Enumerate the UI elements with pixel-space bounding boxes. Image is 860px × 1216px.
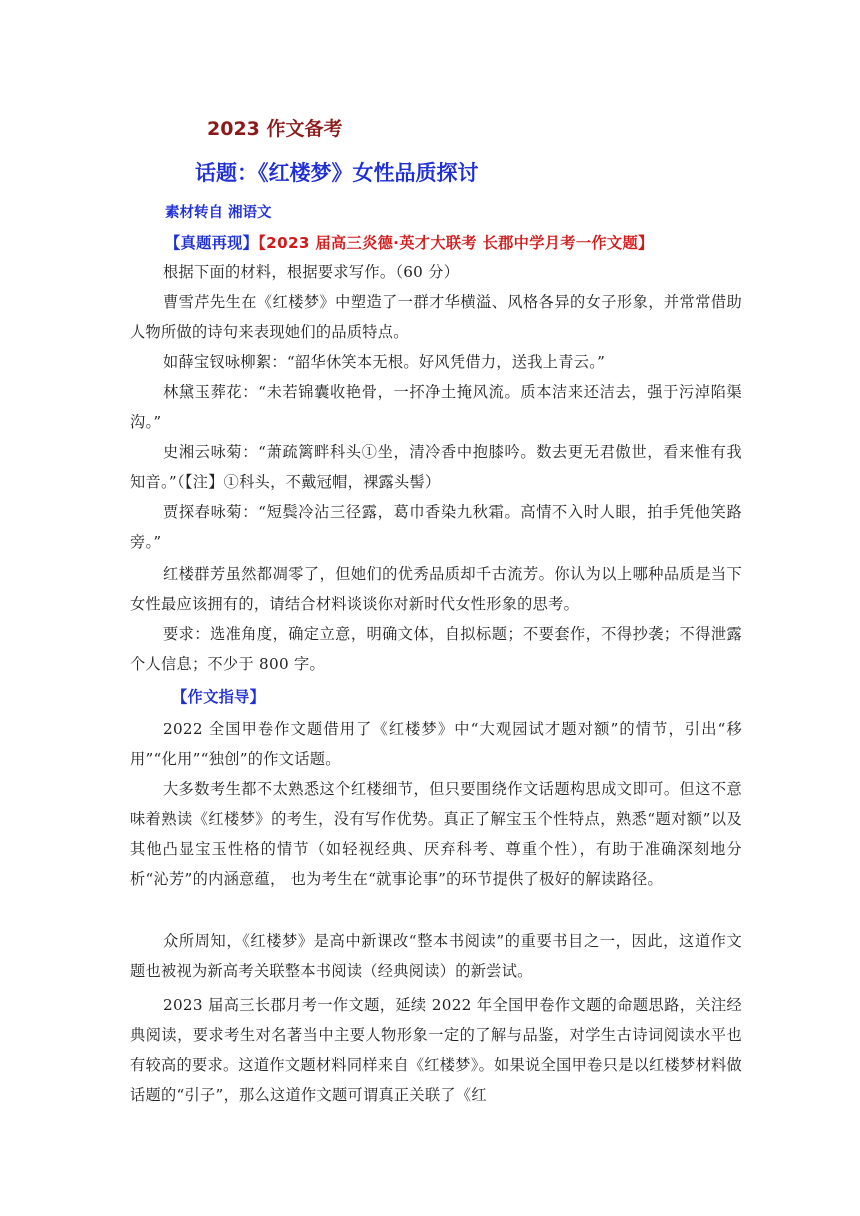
section-label-guide: 【作文指导】 xyxy=(172,688,266,706)
poem-quote: 林黛玉葬花：“未若锦囊收艳骨，一抔净土掩风流。质本洁来还洁去，强于污淖陷渠沟。” xyxy=(130,383,742,431)
poem-quote: 如薛宝钗咏柳絮：“韶华休笑本无根。好风凭借力，送我上青云。” xyxy=(163,353,606,371)
source-note: 素材转自 湘语文 xyxy=(165,205,272,221)
poem-quote: 贾探春咏菊：“短鬓冷沾三径露，葛巾香染九秋霜。高情不入时人眼，拍手凭他笑路旁。” xyxy=(130,503,742,551)
paragraph: 众所周知，《红楼梦》是高中新课改“整本书阅读”的重要书目之一，因此，这道作文题也被视为新高考关联整本书阅读（经典阅读）的新尝试。 xyxy=(130,932,743,980)
paragraph: 大多数考生都不太熟悉这个红楼细节，但只要围绕作文话题构思成文即可。但这不意味着熟读《红楼梦》的考生，没有写作优势。真正了解宝玉个性特点，熟悉“题对额”以及其他凸显宝玉性格的情节（如轻视经典、厌弃科考、尊重个性），有助于准确深刻地分析“沁芳”的内涵意蕴， 也为考生在“就事论事”的环节提供了极好的解读路径。 xyxy=(130,780,742,888)
paragraph: 2022 全国甲卷作文题借用了《红楼梦》中“大观园试才题对额”的情节，引出“移用”“化用”“独创”的作文话题。 xyxy=(130,720,742,768)
document-title: 2023 作文备考 xyxy=(207,118,343,140)
paragraph: 曹雪芹先生在《红楼梦》中塑造了一群才华横溢、风格各异的女子形象，并常常借助人物所做的诗句来表现她们的品质特点。 xyxy=(130,293,742,341)
paragraph: 根据下面的材料，根据要求写作。（60 分） xyxy=(163,263,460,281)
paragraph: 红楼群芳虽然都凋零了，但她们的优秀品质却千古流芳。你认为以上哪种品质是当下女性最应该拥有的，请结合材料谈谈你对新时代女性形象的思考。 xyxy=(130,565,742,613)
paragraph: 2023 届高三长郡月考一作文题，延续 2022 年全国甲卷作文题的命题思路，关注经典阅读，要求考生对名著当中主要人物形象一定的了解与品鉴，对学生古诗词阅读水平也有较高的要求。这道作文题材料同样来自《红楼梦》。如果说全国甲卷只是以红楼梦材料做话题的“引子”，那么这道作文题可谓真正关联了《红 xyxy=(130,996,742,1104)
section-label-real-exam: 【真题再现】 xyxy=(165,234,259,252)
topic-heading: 话题：《红楼梦》女性品质探讨 xyxy=(195,161,479,185)
requirements-paragraph: 要求：选准角度，确定立意，明确文体，自拟标题；不要套作，不得抄袭；不得泄露个人信息；不少于 800 字。 xyxy=(130,625,742,673)
exam-heading xyxy=(165,232,654,253)
exam-name: 【2023 届高三炎德·英才大联考 长郡中学月考一作文题】 xyxy=(258,234,654,252)
poem-quote: 史湘云咏菊：“萧疏篱畔科头①坐，清冷香中抱膝吟。数去更无君傲世，看来惟有我知音。”（【注】①科头，不戴冠帽，裸露头髻） xyxy=(130,443,742,491)
